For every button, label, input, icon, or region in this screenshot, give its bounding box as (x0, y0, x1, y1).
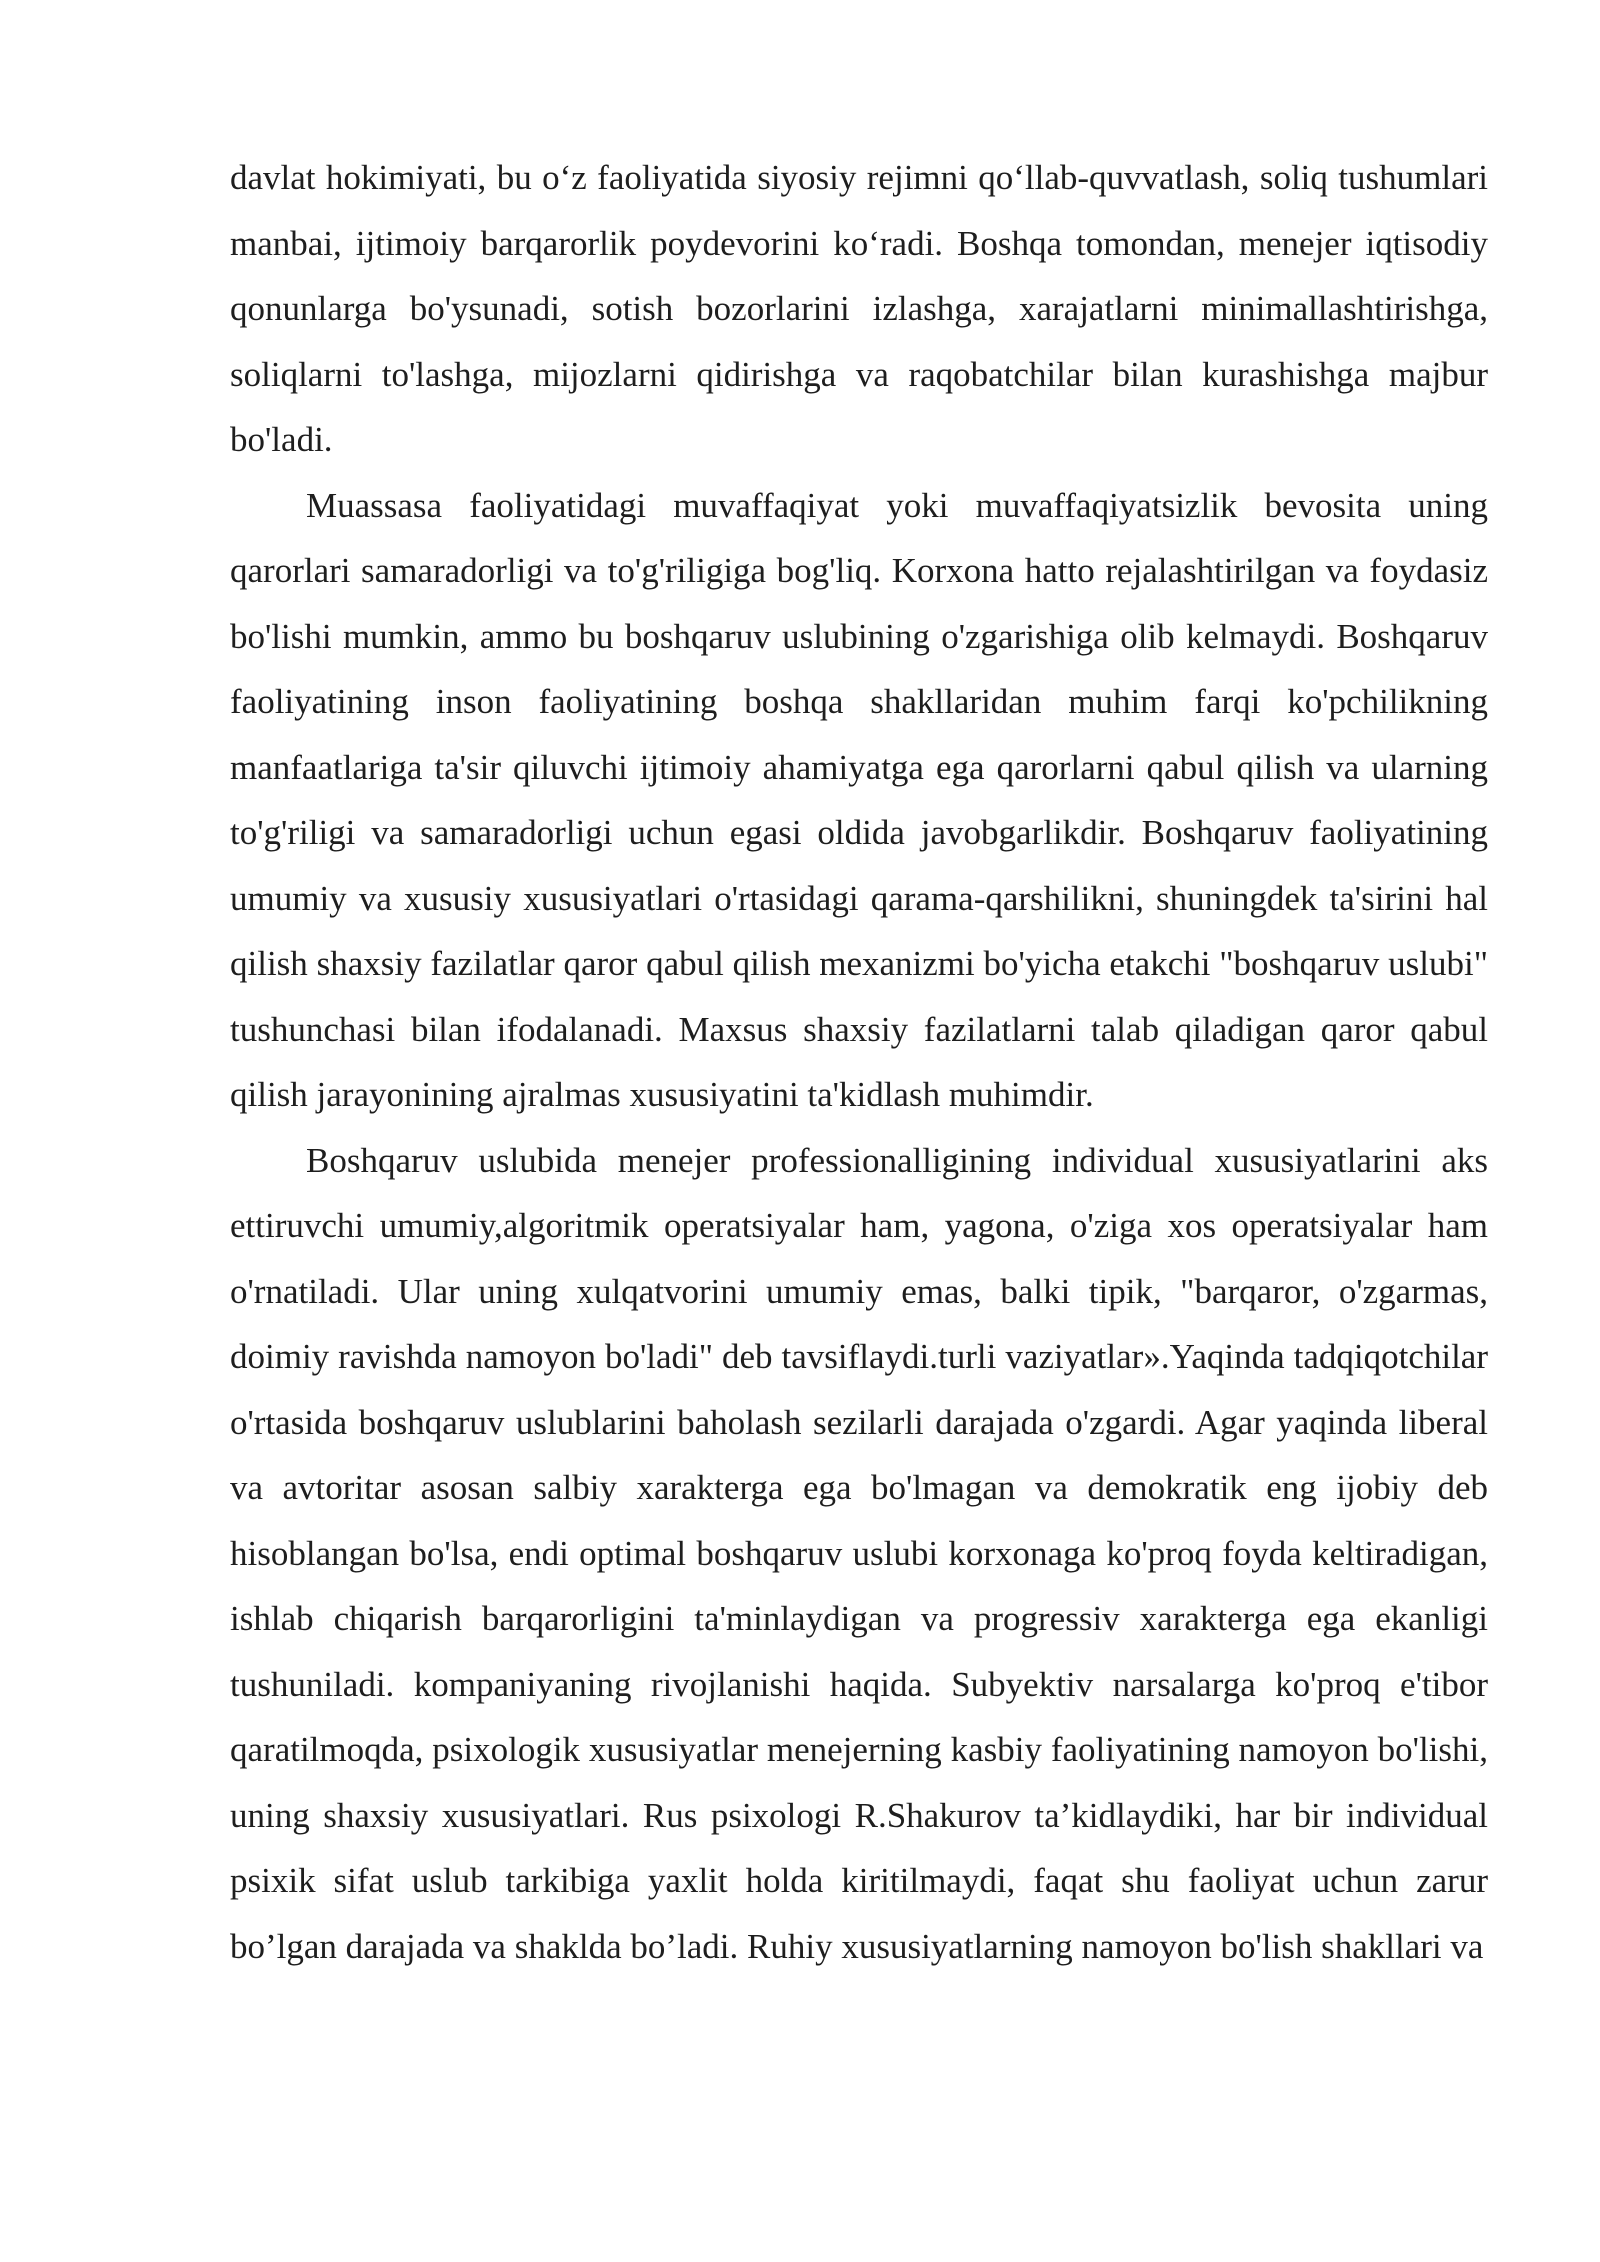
paragraph-management-style: Boshqaruv uslubida menejer professionalligining individual xususiyatlarini aks ettiruvchi umumiy,algoritmik operatsiyalar ham, yagona, o'ziga xos operatsiyalar ham o'rnatiladi. Ular uning xulqatvorini umumiy emas, balki tipik, "barqaror, o'zgarmas, doimiy ravishda namoyon bo'ladi" deb tavsiflaydi.turli vaziyatlar».Yaqinda tadqiqotchilar o'rtasida boshqaruv uslublarini baholash sezilarli darajada o'zgardi. Agar yaqinda liberal va avtoritar asosan salbiy xarakterga ega bo'lmagan va demokratik eng ijobiy deb hisoblangan bo'lsa, endi optimal boshqaruv uslubi korxonaga ko'proq foyda keltiradigan, ishlab chiqarish barqarorligini ta'minlaydigan va progressiv xarakterga ega ekanligi tushuniladi. kompaniyaning rivojlanishi haqida. Subyektiv narsalarga ko'proq e'tibor qaratilmoqda, psixologik xususiyatlar menejerning kasbiy faoliyatining namoyon bo'lishi, uning shaxsiy xususiyatlari. Rus psixologi R.Shakurov ta’kidlaydiki, har bir individual psixik sifat uslub tarkibiga yaxlit holda kiritilmaydi, faqat shu faoliyat uchun zarur bo’lgan darajada va shaklda bo’ladi. Ruhiy xususiyatlarning namoyon bo'lish shakllari va (230, 1140, 1488, 1966)
paragraph-continuation: davlat hokimiyati, bu o‘z faoliyatida siyosiy rejimni qo‘llab-quvvatlash, soliq tushumlari manbai, ijtimoiy barqarorlik poydevorini ko‘radi. Boshqa tomondan, menejer iqtisodiy qonunlarga bo'ysunadi, sotish bozorlarini izlashga, xarajatlarni minimallashtirishga, soliqlarni to'lashga, mijozlarni qidirishga va raqobatchilar bilan kurashishga majbur bo'ladi. (230, 158, 1488, 459)
paragraph-management-decisions: Muassasa faoliyatidagi muvaffaqiyat yoki muvaffaqiyatsizlik bevosita uning qarorlari samaradorligi va to'g'riligiga bog'liq. Korxona hatto rejalashtirilgan va foydasiz bo'lishi mumkin, ammo bu boshqaruv uslubining o'zgarishiga olib kelmaydi. Boshqaruv faoliyatining inson faoliyatining boshqa shakllaridan muhim farqi ko'pchilikning manfaatlariga ta'sir qiluvchi ijtimoiy ahamiyatga ega qarorlarni qabul qilish va ularning to'g'riligi va samaradorligi uchun egasi oldida javobgarlikdir. Boshqaruv faoliyatining umumiy va xususiy xususiyatlari o'rtasidagi qarama-qarshilikni, shuningdek ta'sirini hal qilish shaxsiy fazilatlar qaror qabul qilish mexanizmi bo'yicha etakchi "boshqaruv uslubi" tushunchasi bilan ifodalanadi. Maxsus shaxsiy fazilatlarni talab qiladigan qaror qabul qilish jarayonining ajralmas xususiyatini ta'kidlash muhimdir. (230, 485, 1488, 1114)
document-body (230, 145, 1488, 1979)
